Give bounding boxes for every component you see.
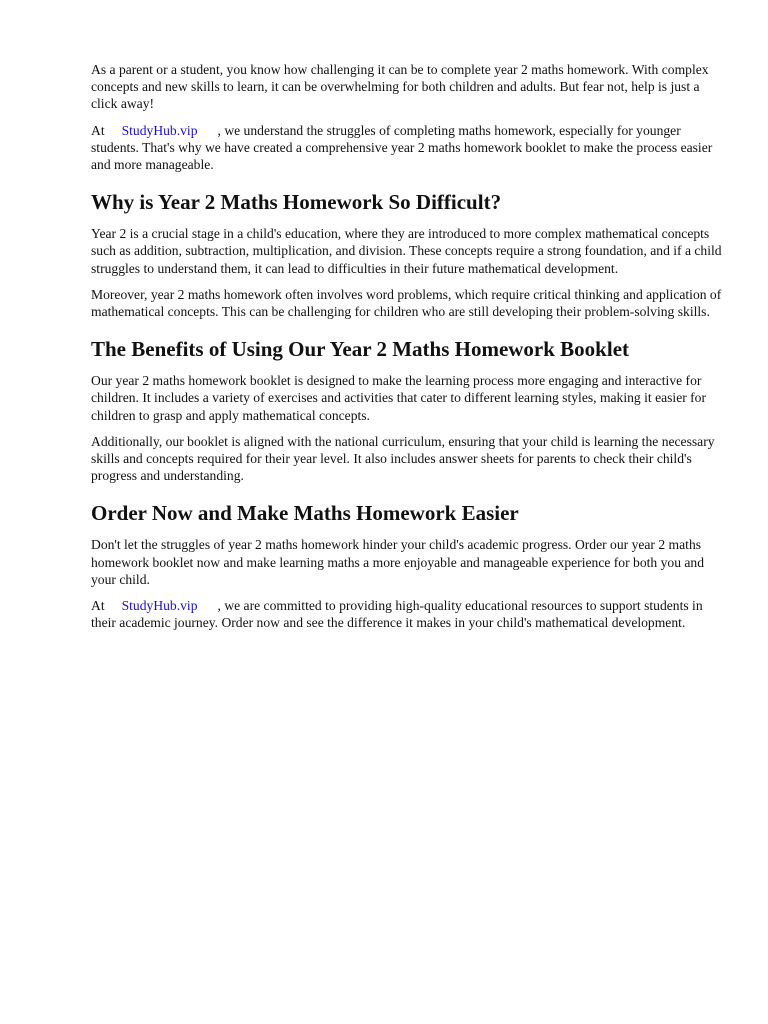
section3-paragraph-1: Don't let the struggles of year 2 maths homework hinder your child's academic progress. Order our year 2 maths homework booklet now and make learning maths a more enjoyable and manageable experience for both you and your child. bbox=[91, 537, 705, 587]
intro-studyhub-paragraph bbox=[91, 122, 727, 174]
intro-paragraph: As a parent or a student, you know how challenging it can be to complete year 2 maths homework. With complex concepts and new skills to learn, it can be overwhelming for both children and adults. But fear not, help is just a click away! bbox=[91, 62, 709, 112]
paragraph-suffix: , we are committed to providing high-quality educational resources to support students in their academic journey. Order now and see the difference it makes in your child's mathematical development. bbox=[91, 598, 703, 631]
section1-paragraph-1: Year 2 is a crucial stage in a child's education, where they are introduced to more complex mathematical concepts such as addition, subtraction, multiplication, and division. These concepts require a strong foundation, and if a child struggles to understand them, it can lead to difficulties in their future mathematical development. bbox=[91, 226, 722, 276]
paragraph-prefix: At bbox=[91, 122, 105, 138]
paragraph-prefix: At bbox=[91, 598, 105, 614]
section-heading-why-difficult: Why is Year 2 Maths Homework So Difficult? bbox=[91, 190, 502, 215]
studyhub-link[interactable]: StudyHub.vip bbox=[121, 122, 198, 138]
section3-studyhub-paragraph bbox=[91, 597, 727, 631]
section-heading-order-now: Order Now and Make Maths Homework Easier bbox=[91, 501, 519, 526]
document-page bbox=[91, 61, 727, 640]
section1-paragraph-2: Moreover, year 2 maths homework often involves word problems, which require critical thinking and application of mathematical concepts. This can be challenging for children who are still developing their problem-solving skills. bbox=[91, 286, 722, 320]
section2-paragraph-2: Additionally, our booklet is aligned with the national curriculum, ensuring that your child is learning the necessary skills and concepts required for their year level. It also includes answer sheets for parents to check their child's progress and understanding. bbox=[91, 433, 715, 484]
section-heading-benefits: The Benefits of Using Our Year 2 Maths Homework Booklet bbox=[91, 337, 630, 362]
paragraph-suffix: , we understand the struggles of completing maths homework, especially for younger students. That's why we have created a comprehensive year 2 maths homework booklet to make the process easier and more manageable. bbox=[91, 122, 713, 173]
section2-paragraph-1: Our year 2 maths homework booklet is designed to make the learning process more engaging and interactive for children. It includes a variety of exercises and activities that cater to different learning styles, making it easier for children to grasp and apply mathematical concepts. bbox=[91, 373, 707, 423]
studyhub-link-bottom[interactable]: StudyHub.vip bbox=[121, 598, 198, 614]
